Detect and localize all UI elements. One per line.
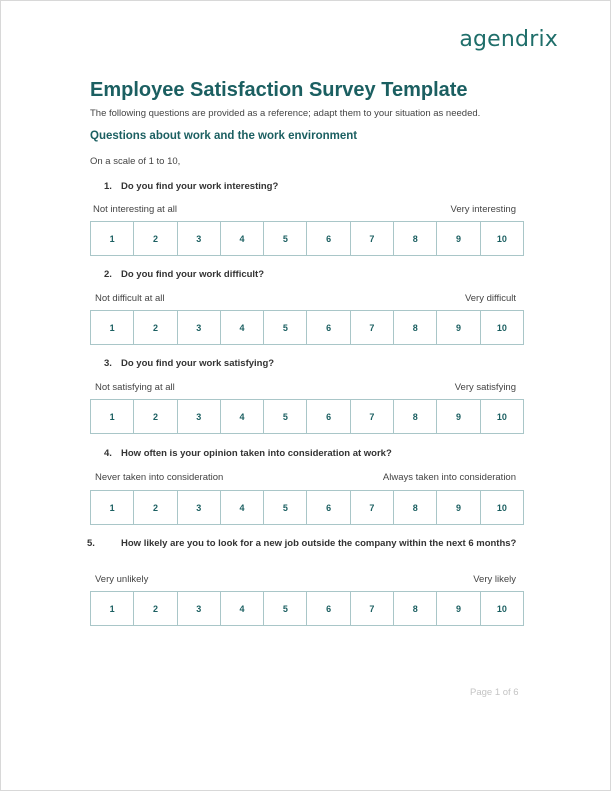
rating-option-3[interactable]: 3 [178, 400, 221, 433]
rating-option-9[interactable]: 9 [437, 400, 480, 433]
rating-option-2[interactable]: 2 [134, 311, 177, 344]
rating-option-4[interactable]: 4 [221, 222, 264, 255]
question-5-label: How likely are you to look for a new job outside the company within the next 6 months? [121, 538, 517, 549]
rating-option-8[interactable]: 8 [394, 592, 437, 625]
rating-option-6[interactable]: 6 [307, 400, 350, 433]
question-2-label: Do you find your work difficult? [121, 269, 265, 280]
rating-option-3[interactable]: 3 [178, 491, 221, 524]
rating-option-4[interactable]: 4 [221, 491, 264, 524]
question-2-text [104, 269, 504, 281]
rating-option-4[interactable]: 4 [221, 400, 264, 433]
question-2-number: 2. [104, 269, 112, 280]
question-5-max-label: Very likely [473, 574, 516, 585]
rating-option-4[interactable]: 4 [221, 592, 264, 625]
rating-option-10[interactable]: 10 [496, 603, 507, 614]
rating-option-3[interactable]: 3 [178, 592, 221, 625]
rating-option-10[interactable]: 10 [496, 322, 507, 333]
rating-option-5[interactable]: 5 [264, 400, 307, 433]
question-2-rating-scale [90, 310, 524, 345]
question-4-text [104, 448, 504, 460]
rating-option-10[interactable]: 10 [496, 411, 507, 422]
rating-option-8[interactable]: 8 [394, 222, 437, 255]
question-2-min-label: Not difficult at all [95, 293, 165, 304]
rating-option-7[interactable]: 7 [351, 222, 394, 255]
rating-option-7[interactable]: 7 [351, 311, 394, 344]
rating-option-7[interactable]: 7 [351, 491, 394, 524]
question-3-label: Do you find your work satisfying? [121, 358, 275, 369]
rating-option-9[interactable]: 9 [437, 311, 480, 344]
question-5-rating-scale [90, 591, 524, 626]
rating-option-2[interactable]: 2 [134, 592, 177, 625]
question-1-rating-scale [90, 221, 524, 256]
section-intro: On a scale of 1 to 10, [90, 156, 181, 167]
rating-option-10[interactable]: 10 [496, 233, 507, 244]
question-3-min-label: Not satisfying at all [95, 382, 175, 393]
rating-option-1[interactable]: 1 [91, 491, 134, 524]
rating-option-2[interactable]: 2 [134, 222, 177, 255]
rating-option-8[interactable]: 8 [394, 311, 437, 344]
question-5-text [87, 538, 531, 550]
rating-option-1[interactable]: 1 [91, 222, 134, 255]
page-number: Page 1 of 6 [470, 687, 519, 698]
rating-option-5[interactable]: 5 [264, 311, 307, 344]
rating-option-9[interactable]: 9 [437, 491, 480, 524]
question-5-min-label: Very unlikely [95, 574, 149, 585]
rating-option-6[interactable]: 6 [307, 491, 350, 524]
rating-option-2[interactable]: 2 [134, 491, 177, 524]
section-heading: Questions about work and the work environment [90, 130, 358, 142]
question-5-number: 5. [87, 538, 95, 549]
question-4-min-label: Never taken into consideration [95, 472, 224, 483]
rating-option-3[interactable]: 3 [178, 222, 221, 255]
page-title: Employee Satisfaction Survey Template [90, 79, 468, 101]
question-4-label: How often is your opinion taken into consideration at work? [121, 448, 392, 459]
question-3-rating-scale [90, 399, 524, 434]
question-2-max-label: Very difficult [464, 293, 516, 304]
rating-option-1[interactable]: 1 [91, 592, 134, 625]
question-3-number: 3. [104, 358, 112, 369]
agendrix-logo: agendrix [459, 27, 558, 52]
rating-option-8[interactable]: 8 [394, 491, 437, 524]
rating-option-4[interactable]: 4 [221, 311, 264, 344]
rating-option-7[interactable]: 7 [351, 400, 394, 433]
rating-option-8[interactable]: 8 [394, 400, 437, 433]
rating-option-2[interactable]: 2 [134, 400, 177, 433]
page-subtitle: The following questions are provided as a reference; adapt them to your situation as needed. [90, 108, 481, 119]
rating-option-1[interactable]: 1 [91, 400, 134, 433]
question-1-number: 1. [104, 181, 112, 192]
question-1-text [104, 181, 504, 193]
question-4-max-label: Always taken into consideration [382, 472, 516, 483]
rating-option-7[interactable]: 7 [351, 592, 394, 625]
rating-option-1[interactable]: 1 [91, 311, 134, 344]
rating-option-10[interactable]: 10 [496, 502, 507, 513]
rating-option-6[interactable]: 6 [307, 222, 350, 255]
rating-option-6[interactable]: 6 [307, 592, 350, 625]
rating-option-5[interactable]: 5 [264, 592, 307, 625]
rating-option-5[interactable]: 5 [264, 222, 307, 255]
question-1-max-label: Very interesting [450, 204, 516, 215]
rating-option-6[interactable]: 6 [307, 311, 350, 344]
question-1-min-label: Not interesting at all [93, 204, 177, 215]
question-4-rating-scale [90, 490, 524, 525]
rating-option-9[interactable]: 9 [437, 592, 480, 625]
rating-option-3[interactable]: 3 [178, 311, 221, 344]
question-1-label: Do you find your work interesting? [121, 181, 279, 192]
rating-option-9[interactable]: 9 [437, 222, 480, 255]
question-4-number: 4. [104, 448, 112, 459]
question-3-text [104, 358, 504, 370]
question-3-max-label: Very satisfying [454, 382, 516, 393]
rating-option-5[interactable]: 5 [264, 491, 307, 524]
